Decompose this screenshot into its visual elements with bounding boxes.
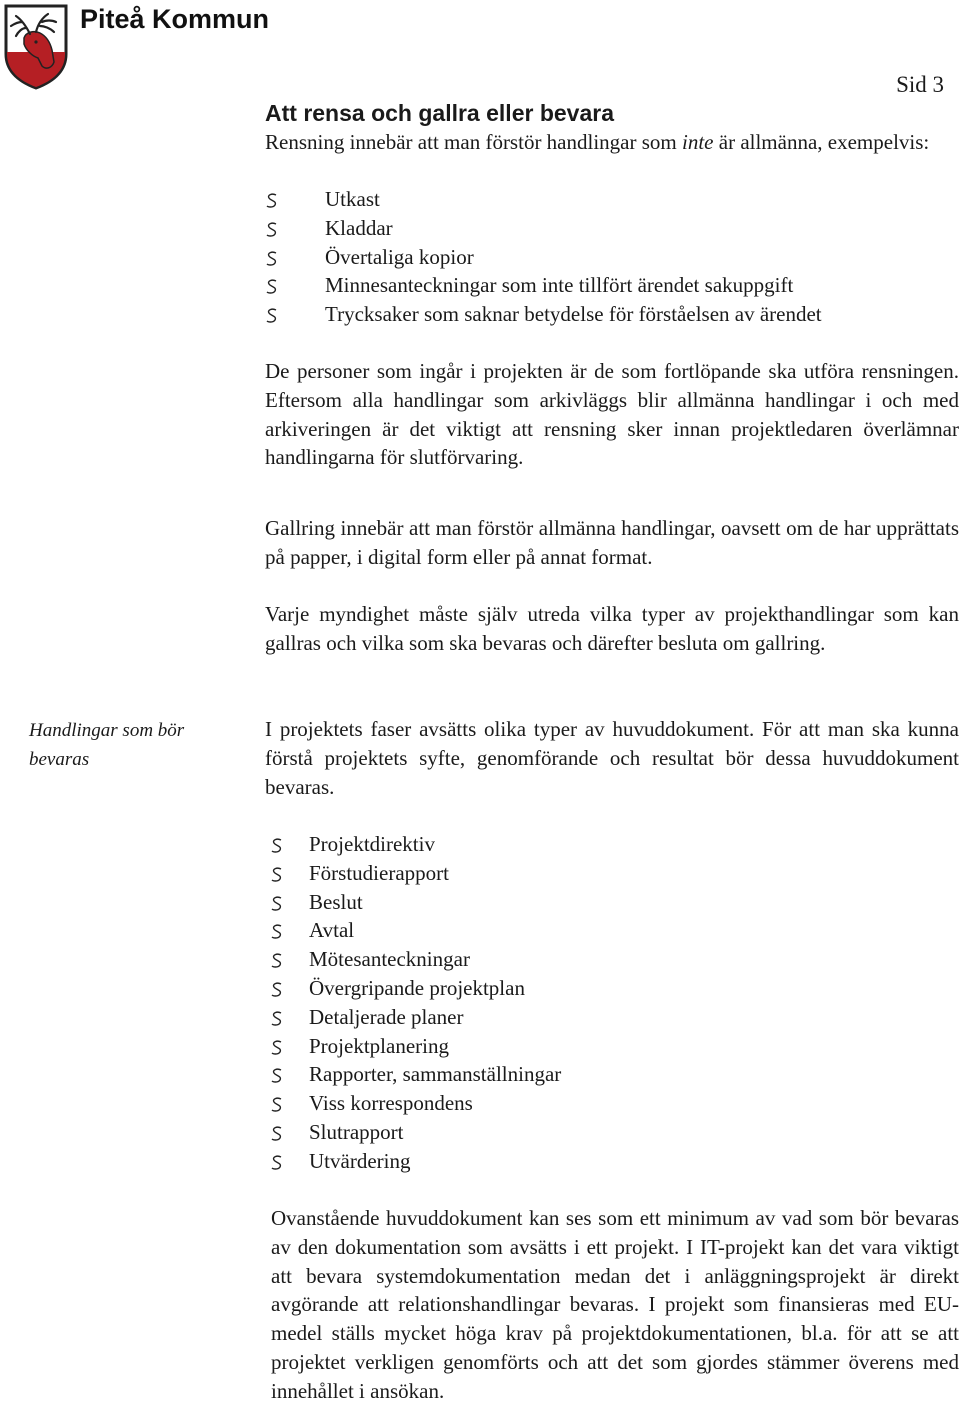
minimum-paragraph: Ovanstående huvuddokument kan ses som ett minimum av vad som bör bevaras av den dokumentation som avsätts i ett projekt. I IT-projekt kan det vara viktigt att bevara systemdokumentation medan det i anläggningsprojekt är direkt avgörande att relationshandlingar bevaras. I projekt som finansieras med EU-medel ställs mycket höga krav på projektdokumentationen, bl.a. för att se att projektet verkligen genomförts och att det som gjordes stämmer överens med innehållet i ansökan. bbox=[271, 1206, 959, 1403]
gallring-paragraph: Gallring innebär att man förstör allmänna handlingar, oavsett om de har upprättats på papper, i digital form eller på annat format. bbox=[265, 516, 959, 569]
rensning-examples-list bbox=[265, 185, 822, 329]
intro-text-end: är allmänna, exempelvis: bbox=[713, 130, 930, 154]
intro-emphasis: inte bbox=[682, 130, 714, 154]
bullet-icon bbox=[270, 838, 284, 854]
bullet-icon bbox=[270, 1040, 284, 1056]
myndighet-paragraph: Varje myndighet måste själv utreda vilka typer av projekthandlingar som kan gallras och vilka som ska bevaras och därefter besluta om gallring. bbox=[265, 602, 959, 655]
bullet-icon bbox=[270, 953, 284, 969]
list-item-label: Projektplanering bbox=[309, 1033, 449, 1058]
list-item bbox=[270, 1089, 561, 1118]
bullet-icon bbox=[270, 1011, 284, 1027]
rensning-paragraph: De personer som ingår i projekten är de som fortlöpande ska utföra rensningen. Eftersom alla handlingar som arkivläggs blir allmänna handlingar i och med arkiveringen är det viktigt att rensning sker innan projektledaren överlämnar handlingarna för slutförvaring. bbox=[265, 359, 959, 470]
bullet-icon bbox=[265, 279, 279, 295]
list-item-label: Övergripande projektplan bbox=[309, 975, 525, 1000]
list-item-label: Övertaliga kopior bbox=[325, 244, 474, 269]
list-item bbox=[270, 888, 561, 917]
pitea-coat-of-arms-icon bbox=[2, 2, 70, 90]
list-item bbox=[270, 1060, 561, 1089]
intro-paragraph bbox=[265, 128, 959, 157]
bullet-icon bbox=[265, 251, 279, 267]
list-item bbox=[270, 1147, 561, 1176]
list-item-label: Förstudierapport bbox=[309, 860, 449, 885]
bullet-icon bbox=[270, 867, 284, 883]
list-item bbox=[270, 1003, 561, 1032]
list-item-label: Viss korrespondens bbox=[309, 1091, 473, 1116]
list-item-label: Utvärdering bbox=[309, 1148, 411, 1173]
list-item bbox=[270, 974, 561, 1003]
list-item-label: Trycksaker som saknar betydelse för förståelsen av ärendet bbox=[325, 302, 822, 327]
list-item bbox=[270, 945, 561, 974]
bullet-icon bbox=[270, 982, 284, 998]
list-item bbox=[270, 830, 561, 859]
bullet-icon bbox=[265, 193, 279, 209]
bullet-icon bbox=[270, 1155, 284, 1171]
list-item bbox=[270, 916, 561, 945]
list-item-label: Utkast bbox=[325, 187, 380, 211]
list-item-label: Projektdirektiv bbox=[309, 832, 435, 856]
bullet-icon bbox=[270, 1097, 284, 1113]
list-item bbox=[265, 300, 822, 329]
list-item-label: Detaljerade planer bbox=[309, 1004, 464, 1029]
list-item-label: Slutrapport bbox=[309, 1119, 404, 1144]
list-item-label: Avtal bbox=[309, 918, 355, 943]
list-item-label: Kladdar bbox=[325, 215, 393, 240]
list-item bbox=[265, 271, 822, 300]
list-item bbox=[270, 1118, 561, 1147]
section-heading: Att rensa och gallra eller bevara bbox=[265, 100, 614, 126]
list-item-label: Minnesanteckningar som inte tillfört ärendet sakuppgift bbox=[325, 273, 794, 298]
list-item bbox=[265, 214, 822, 243]
huvuddokument-paragraph: I projektets faser avsätts olika typer av huvuddokument. För att man ska kunna förstå projektets syfte, genomförande och resultat bör dessa huvuddokument bevaras. bbox=[265, 717, 959, 799]
bullet-icon bbox=[270, 1126, 284, 1142]
list-item-label: Beslut bbox=[309, 889, 363, 914]
list-item bbox=[265, 185, 822, 214]
margin-note: Handlingar som bör bevaras bbox=[29, 720, 185, 770]
org-name: Piteå Kommun bbox=[80, 4, 270, 34]
page-number: Sid 3 bbox=[896, 72, 944, 97]
bullet-icon bbox=[270, 1068, 284, 1084]
intro-text-start: Rensning innebär att man förstör handlingar som bbox=[265, 130, 682, 154]
list-item-label: Mötesanteckningar bbox=[309, 947, 470, 972]
list-item bbox=[270, 1032, 561, 1061]
bullet-icon bbox=[270, 924, 284, 940]
bullet-icon bbox=[270, 896, 284, 912]
documents-to-keep-list bbox=[270, 830, 561, 1176]
list-item bbox=[270, 859, 561, 888]
list-item-label: Rapporter, sammanställningar bbox=[309, 1062, 562, 1087]
list-item bbox=[265, 243, 822, 272]
bullet-icon bbox=[265, 308, 279, 324]
bullet-icon bbox=[265, 222, 279, 238]
